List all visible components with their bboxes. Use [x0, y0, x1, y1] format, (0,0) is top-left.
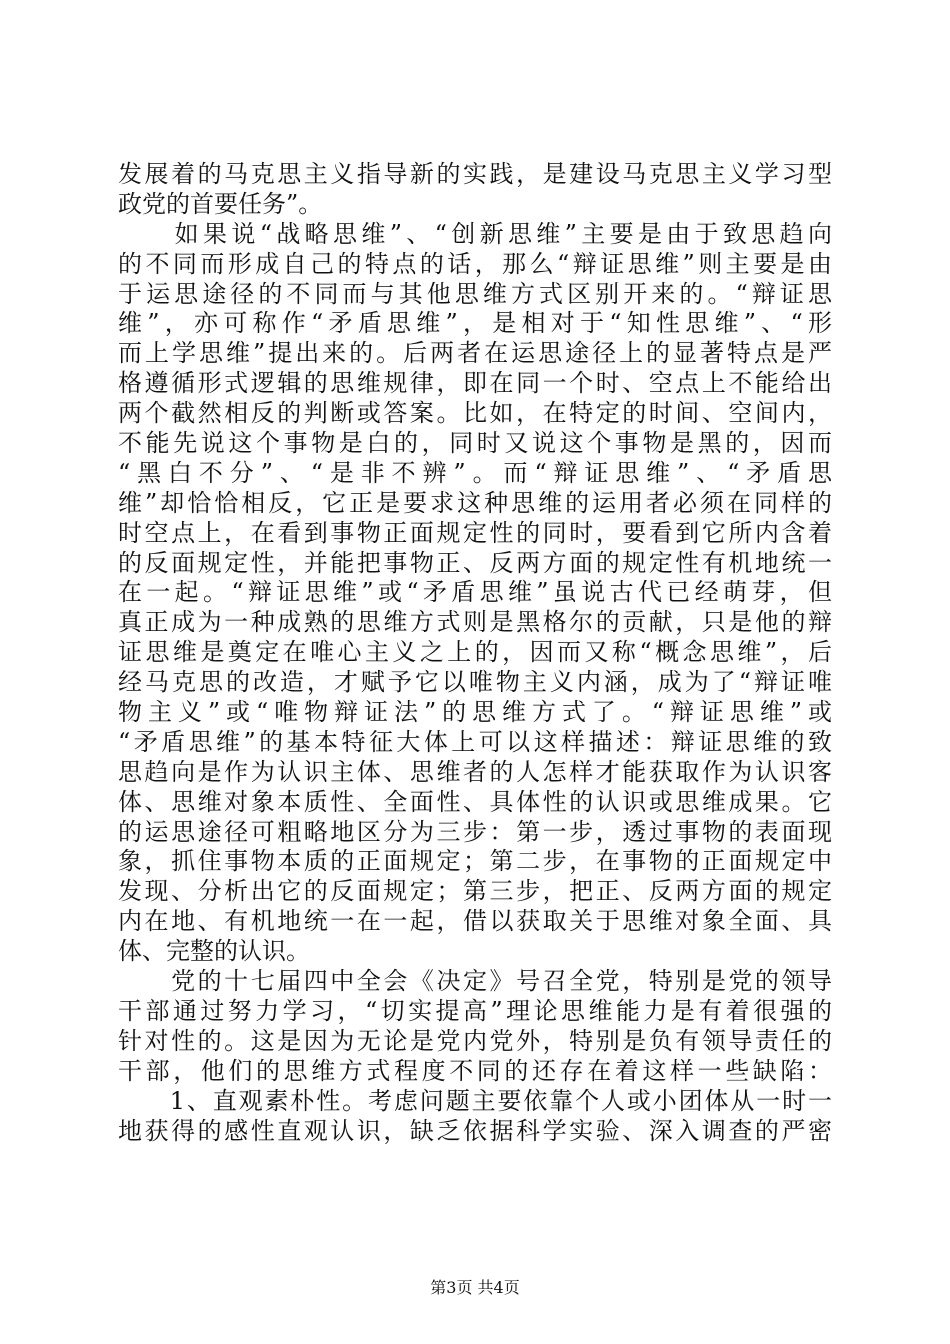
- text-line: 的不同而形成自己的特点的话，那么“辩证思维”则主要是由: [118, 249, 832, 278]
- text-line: 证思维是奠定在唯心主义之上的，因而又称“概念思维”，后: [118, 638, 832, 667]
- text-line: 内在地、有机地统一在一起，借以获取关于思维对象全面、具: [118, 907, 832, 936]
- text-line: 的运思途径可粗略地区分为三步：第一步，透过事物的表面现: [118, 817, 832, 846]
- text-line: 思趋向是作为认识主体、思维者的人怎样才能获取作为认识客: [118, 757, 832, 786]
- text-line: 象，抓住事物本质的正面规定；第二步，在事物的正面规定中: [118, 847, 832, 876]
- text-line: 时空点上，在看到事物正面规定性的同时，要看到它所内含着: [118, 518, 832, 547]
- text-line: 政党的首要任务”。: [118, 189, 323, 218]
- text-line: 地获得的感性直观认识，缺乏依据科学实验、深入调查的严密: [118, 1116, 832, 1145]
- text-line: 经马克思的改造，才赋予它以唯物主义内涵，成为了“辩证唯: [118, 668, 832, 697]
- text-line: 维”，亦可称作“矛盾思维”，是相对于“知性思维”、“形: [118, 309, 832, 338]
- text-line: “黑白不分”、“是非不辨”。而“辩证思维”、“矛盾思: [118, 458, 832, 487]
- text-line: 而上学思维”提出来的。后两者在运思途径上的显著特点是严: [118, 339, 832, 368]
- text-line: 不能先说这个事物是白的，同时又说这个事物是黑的，因而: [118, 429, 832, 458]
- text-line: 格遵循形式逻辑的思维规律，即在同一个时、空点上不能给出: [118, 369, 832, 398]
- text-line: 干部，他们的思维方式程度不同的还存在着这样一些缺陷：: [118, 1056, 832, 1085]
- text-line: 在一起。“辩证思维”或“矛盾思维”虽说古代已经萌芽，但: [118, 578, 832, 607]
- text-line: 干部通过努力学习，“切实提高”理论思维能力是有着很强的: [118, 996, 832, 1025]
- text-line: 体、完整的认识。: [118, 937, 310, 966]
- text-line: 1、直观素朴性。考虑问题主要依靠个人或小团体从一时一: [118, 1086, 832, 1115]
- page-number-footer: 第3页 共4页: [430, 1278, 520, 1297]
- text-line: 发现、分析出它的反面规定；第三步，把正、反两方面的规定: [118, 877, 832, 906]
- text-line: 物主义”或“唯物辩证法”的思维方式了。“辩证思维”或: [118, 698, 832, 727]
- text-line: 维”却恰恰相反，它正是要求这种思维的运用者必须在同样的: [118, 488, 832, 517]
- text-line: 两个截然相反的判断或答案。比如，在特定的时间、空间内，: [118, 399, 832, 428]
- text-line: 体、思维对象本质性、全面性、具体性的认识或思维成果。它: [118, 787, 832, 816]
- text-line: 的反面规定性，并能把事物正、反两方面的规定性有机地统一: [118, 548, 832, 577]
- document-body: [118, 160, 832, 1146]
- text-line: 于运思途径的不同而与其他思维方式区别开来的。“辩证思: [118, 279, 832, 308]
- text-line: 党的十七届四中全会《决定》号召全党，特别是党的领导: [118, 967, 832, 996]
- text-line: 如果说“战略思维”、“创新思维”主要是由于致思趋向: [118, 219, 832, 248]
- text-line: 发展着的马克思主义指导新的实践，是建设马克思主义学习型: [118, 160, 832, 188]
- text-line: 真正成为一种成熟的思维方式则是黑格尔的贡献，只是他的辩: [118, 608, 832, 637]
- text-line: “矛盾思维”的基本特征大体上可以这样描述：辩证思维的致: [118, 727, 832, 756]
- text-line: 针对性的。这是因为无论是党内党外，特别是负有领导责任的: [118, 1026, 832, 1055]
